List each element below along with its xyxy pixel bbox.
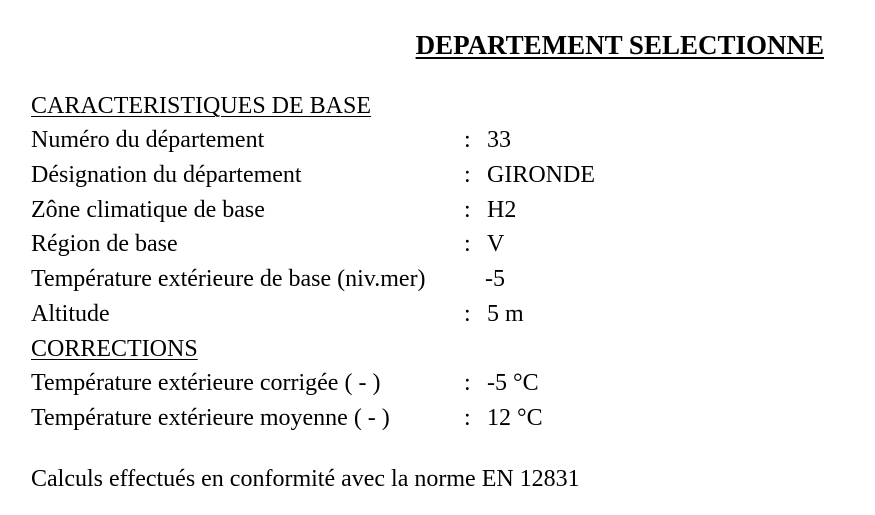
section-title-base: CARACTERISTIQUES DE BASE <box>31 93 372 119</box>
row-label: Zône climatique de base <box>31 197 265 223</box>
row-value: 12 °C <box>487 405 543 431</box>
row-value: GIRONDE <box>487 162 595 188</box>
info-row-base-temperature <box>0 264 875 298</box>
info-row-region <box>0 229 875 263</box>
row-label: Altitude <box>31 301 110 327</box>
row-separator: : <box>464 405 471 431</box>
row-label: Désignation du département <box>31 162 302 188</box>
row-value: 33 <box>487 127 511 153</box>
compliance-note: Calculs effectués en conformité avec la norme EN 12831 <box>31 466 580 492</box>
row-value: 5 m <box>487 301 524 327</box>
row-separator: : <box>464 231 471 257</box>
info-row-department-name <box>0 160 875 194</box>
row-value: H2 <box>487 197 517 223</box>
row-label: Région de base <box>31 231 178 257</box>
row-label: Température extérieure corrigée ( - ) <box>31 370 381 396</box>
row-separator: : <box>464 197 471 223</box>
row-label: Numéro du département <box>31 127 265 153</box>
info-row-average-temperature <box>0 403 875 437</box>
page-title: DEPARTEMENT SELECTIONNE <box>415 30 824 60</box>
row-separator: : <box>464 301 471 327</box>
row-separator: : <box>464 162 471 188</box>
row-value: V <box>487 231 505 257</box>
row-label: Température extérieure de base (niv.mer) <box>31 266 426 292</box>
row-separator: : <box>464 370 471 396</box>
row-value: -5 <box>485 266 505 292</box>
info-row-department-number <box>0 125 875 159</box>
row-label: Température extérieure moyenne ( - ) <box>31 405 390 431</box>
info-row-corrected-temperature <box>0 368 875 402</box>
row-separator: : <box>464 127 471 153</box>
info-row-altitude <box>0 299 875 333</box>
row-value: -5 °C <box>487 370 539 396</box>
info-row-climate-zone <box>0 195 875 229</box>
section-title-corrections: CORRECTIONS <box>31 336 198 362</box>
